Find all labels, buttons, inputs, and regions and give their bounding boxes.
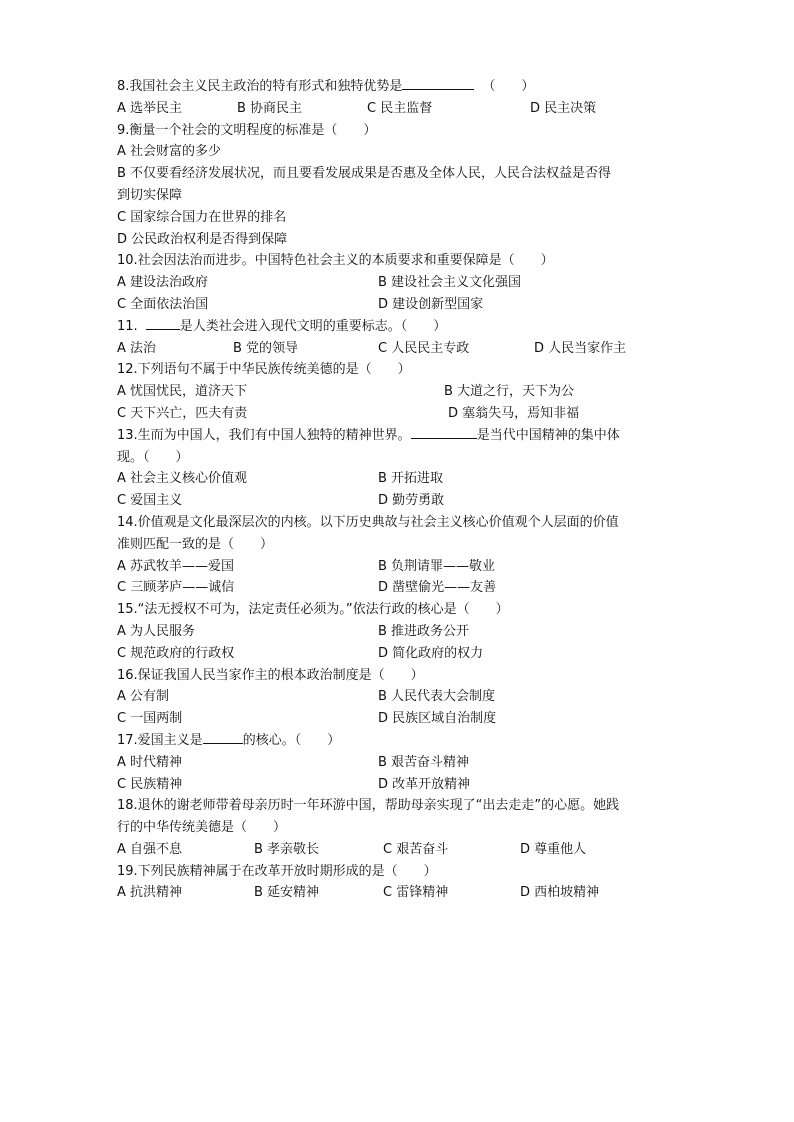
option-b[interactable]: B 党的领导 — [233, 340, 299, 356]
question-12-options-row2 — [117, 403, 687, 425]
question-14-stem-line2 — [117, 534, 687, 556]
option-b[interactable]: B 大道之行，天下为公 — [444, 384, 575, 400]
question-12-stem — [117, 359, 687, 381]
option-d[interactable]: D 尊重他人 — [520, 841, 587, 857]
question-18-stem — [117, 795, 687, 817]
question-text-continued: 的核心。（ ） — [242, 732, 341, 748]
option-c[interactable]: C 天下兴亡，匹夫有责 — [117, 405, 248, 421]
question-text-continued: 行的中华传统美德是（ ） — [117, 820, 287, 836]
question-text-continued: 准则匹配一致的是（ ） — [117, 536, 274, 552]
option-d[interactable]: D 建设创新型国家 — [378, 296, 484, 312]
option-a[interactable]: A 公有制 — [117, 689, 170, 705]
answer-blank — [411, 426, 477, 439]
question-number: 11. — [117, 318, 138, 334]
question-text: 9.衡量一个社会的文明程度的标准是（ ） — [117, 122, 377, 138]
option-b-continued[interactable]: 到切实保障 — [117, 187, 183, 203]
option-c[interactable]: C 一国两制 — [117, 711, 183, 727]
question-9-stem — [117, 120, 687, 142]
option-d[interactable]: D 公民政治权利是否得到保障 — [117, 231, 288, 247]
option-b[interactable]: B 负荆请罪——敬业 — [378, 558, 496, 574]
option-b[interactable]: B 协商民主 — [237, 100, 303, 116]
option-b[interactable]: B 人民代表大会制度 — [378, 689, 496, 705]
question-list — [117, 76, 687, 904]
option-a[interactable]: A 社会财富的多少 — [117, 144, 222, 160]
question-17-options-row2 — [117, 774, 687, 796]
question-text: 10.社会因法治而进步。中国特色社会主义的本质要求和重要保障是（ ） — [117, 253, 554, 269]
option-c[interactable]: C 规范政府的行政权 — [117, 645, 235, 661]
question-13-options-row2 — [117, 490, 687, 512]
answer-blank — [203, 731, 243, 744]
question-text: 12.下列语句不属于中华民族传统美德的是（ ） — [117, 362, 411, 378]
question-text: 13.生而为中国人，我们有中国人独特的精神世界。 — [117, 427, 411, 443]
option-a[interactable]: A 选举民主 — [117, 100, 183, 116]
question-text: 17.爱国主义是 — [117, 732, 203, 748]
option-d[interactable]: D 西柏坡精神 — [520, 885, 600, 901]
question-14-stem — [117, 512, 687, 534]
option-c[interactable]: C 国家综合国力在世界的排名 — [117, 209, 287, 225]
question-19-stem — [117, 861, 687, 883]
question-text: 19.下列民族精神属于在改革开放时期形成的是（ ） — [117, 863, 437, 879]
option-c[interactable]: C 艰苦奋斗 — [383, 841, 449, 857]
question-16-options-row2 — [117, 708, 687, 730]
option-a[interactable]: A 抗洪精神 — [117, 885, 183, 901]
question-11-options — [117, 338, 687, 360]
question-10-options-row2 — [117, 294, 687, 316]
option-d[interactable]: D 塞翁失马，焉知非福 — [448, 405, 580, 421]
question-15-stem — [117, 599, 687, 621]
option-b[interactable]: B 孝亲敬长 — [254, 841, 320, 857]
option-c[interactable]: C 爱国主义 — [117, 493, 183, 509]
option-b[interactable]: B 推进政务公开 — [378, 623, 470, 639]
question-15-options-row2 — [117, 643, 687, 665]
option-a[interactable]: A 法治 — [117, 340, 157, 356]
answer-paren: （ ） — [482, 79, 535, 94]
question-11-stem — [117, 316, 687, 338]
option-a[interactable]: A 自强不息 — [117, 841, 183, 857]
option-c[interactable]: C 雷锋精神 — [383, 885, 449, 901]
option-d[interactable]: D 民主决策 — [530, 100, 597, 116]
option-c[interactable]: C 三顾茅庐——诚信 — [117, 580, 235, 596]
question-text: 15.“法无授权不可为，法定责任必须为。”依法行政的核心是（ ） — [117, 602, 509, 618]
question-14-options-row1 — [117, 556, 687, 578]
question-17-options-row1 — [117, 752, 687, 774]
question-text-continued: 是当代中国精神的集中体 — [476, 427, 620, 443]
answer-blank — [402, 77, 474, 90]
question-text: 16.保证我国人民当家作主的根本政治制度是（ ） — [117, 667, 424, 683]
question-16-stem — [117, 665, 687, 687]
option-d[interactable]: D 人民当家作主 — [534, 340, 627, 356]
question-13-stem-line2 — [117, 447, 687, 469]
option-c[interactable]: C 民族精神 — [117, 776, 183, 792]
question-15-options-row1 — [117, 621, 687, 643]
option-b[interactable]: B 不仅要看经济发展状况，而且要看发展成果是否惠及全体人民，人民合法权益是否得 — [117, 166, 612, 182]
question-13-stem — [117, 425, 687, 447]
option-d[interactable]: D 凿壁偷光——友善 — [378, 580, 497, 596]
question-10-options-row1 — [117, 272, 687, 294]
question-text: 14.价值观是文化最深层次的内核。以下历史典故与社会主义核心价值观个人层面的价值 — [117, 514, 619, 530]
option-a[interactable]: A 为人民服务 — [117, 623, 196, 639]
question-18-stem-line2 — [117, 817, 687, 839]
option-d[interactable]: D 民族区域自治制度 — [378, 711, 497, 727]
option-c[interactable]: C 人民民主专政 — [378, 340, 470, 356]
question-12-options-row1 — [117, 381, 687, 403]
option-b[interactable]: B 建设社会主义文化强国 — [378, 275, 522, 291]
option-a[interactable]: A 苏武牧羊——爱国 — [117, 558, 235, 574]
option-d[interactable]: D 改革开放精神 — [378, 776, 471, 792]
question-text: 是人类社会进入现代文明的重要标志。（ ） — [179, 318, 447, 334]
option-b[interactable]: B 艰苦奋斗精神 — [378, 754, 470, 770]
question-18-options — [117, 839, 687, 861]
option-b[interactable]: B 延安精神 — [254, 885, 320, 901]
question-text-continued: 现。（ ） — [117, 449, 189, 465]
option-c[interactable]: C 民主监督 — [367, 100, 433, 116]
option-c[interactable]: C 全面依法治国 — [117, 296, 209, 312]
question-10-stem — [117, 250, 687, 272]
option-a[interactable]: A 社会主义核心价值观 — [117, 471, 248, 487]
question-16-options-row1 — [117, 686, 687, 708]
option-a[interactable]: A 时代精神 — [117, 754, 183, 770]
question-text: 8.我国社会主义民主政治的特有形式和独特优势是 — [117, 79, 403, 94]
question-text: 18.退休的谢老师带着母亲历时一年环游中国，帮助母亲实现了“出去走走”的心愿。她践 — [117, 798, 620, 814]
option-a[interactable]: A 建设法治政府 — [117, 275, 209, 291]
option-a[interactable]: A 忧国忧民，道济天下 — [117, 384, 248, 400]
option-b[interactable]: B 开拓进取 — [378, 471, 444, 487]
option-d[interactable]: D 简化政府的权力 — [378, 645, 484, 661]
option-d[interactable]: D 勤劳勇敢 — [378, 493, 445, 509]
question-17-stem — [117, 730, 687, 752]
question-14-options-row2 — [117, 577, 687, 599]
answer-blank — [146, 317, 180, 330]
question-8-stem — [117, 76, 687, 98]
question-8-options — [117, 98, 687, 120]
question-19-options — [117, 882, 687, 904]
question-13-options-row1 — [117, 468, 687, 490]
